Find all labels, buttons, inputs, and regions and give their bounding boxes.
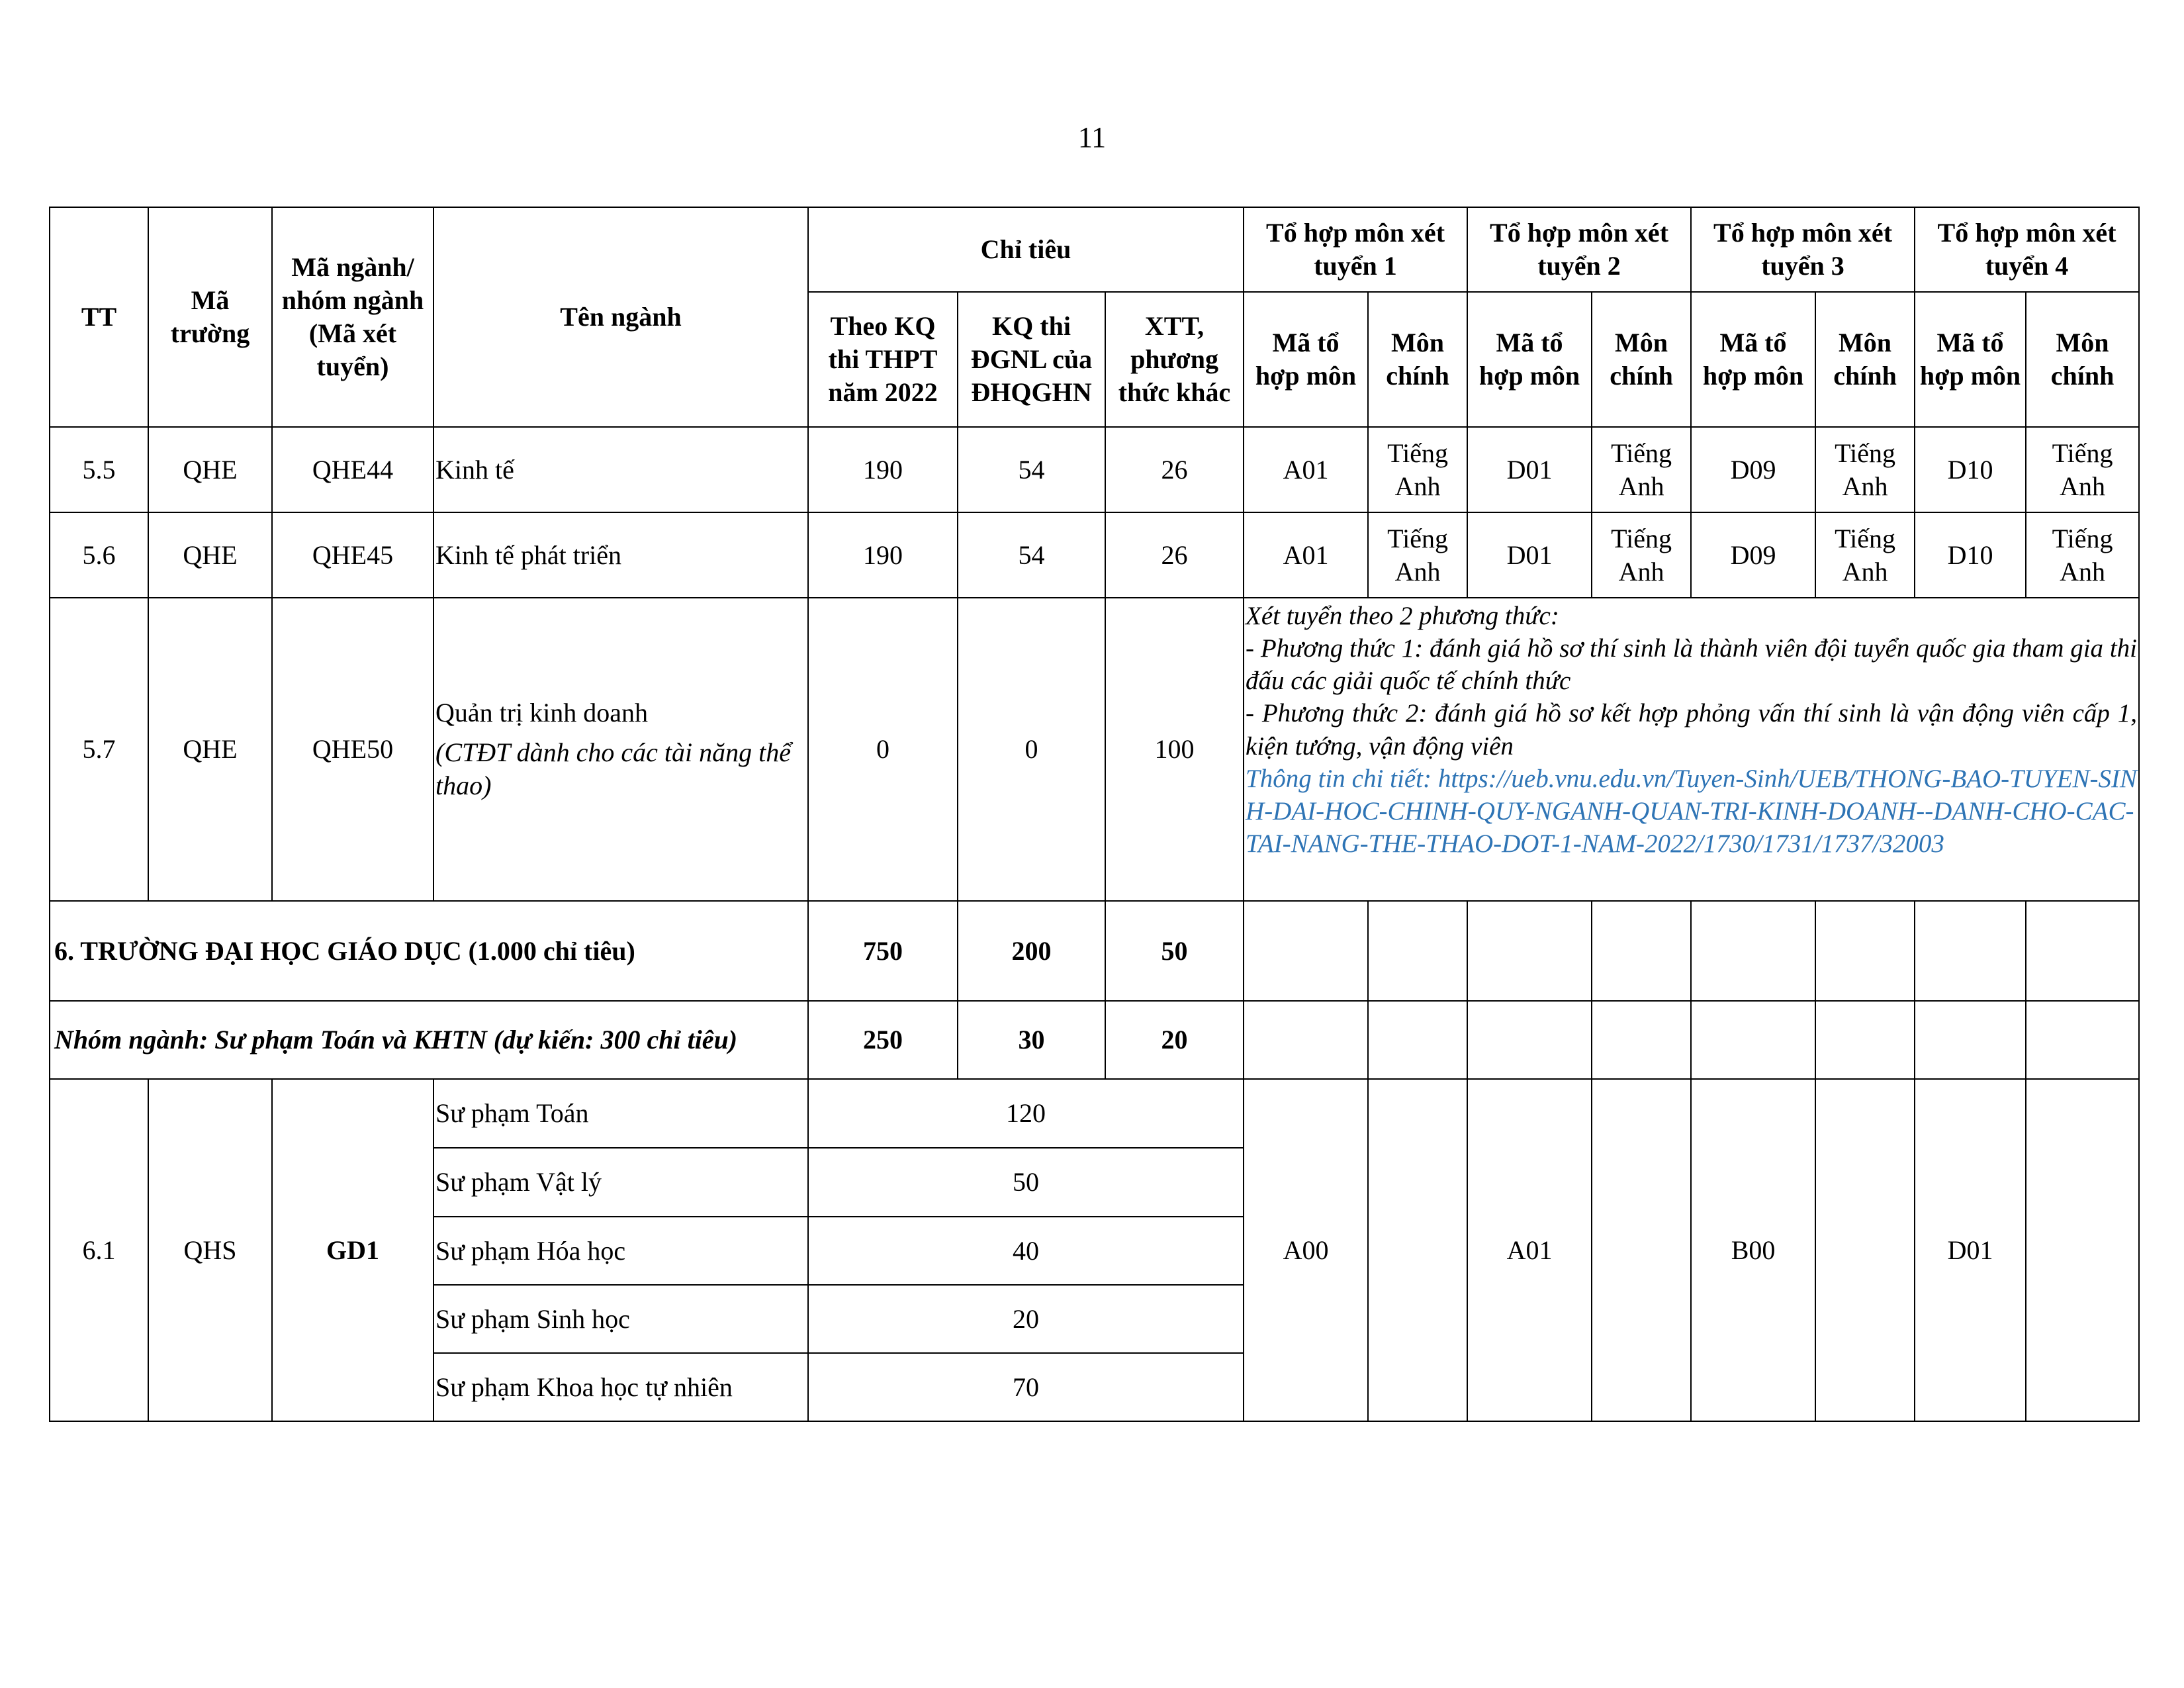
empty-cell — [1368, 901, 1467, 1001]
cell-tt: 6.1 — [50, 1079, 148, 1421]
table-row — [50, 598, 2139, 901]
cell-combo-code: A01 — [1467, 1079, 1592, 1421]
cell-combo-main: Tiếng Anh — [1815, 512, 1915, 598]
cell-ma-nganh: QHE50 — [272, 598, 433, 901]
cell-kq-dgnl: 200 — [958, 901, 1105, 1001]
cell-combo-main: Tiếng Anh — [1592, 512, 1691, 598]
cell-combo-code: A01 — [1244, 512, 1368, 598]
col-to-hop-2: Tổ hợp môn xét tuyển 2 — [1467, 207, 1691, 292]
cell-ma-truong: QHE — [148, 512, 272, 598]
cell-kq-dgnl: 54 — [958, 512, 1105, 598]
cell-combo-main — [1592, 1079, 1691, 1421]
col-to-hop-1: Tổ hợp môn xét tuyển 1 — [1244, 207, 1467, 292]
empty-cell — [2026, 1001, 2139, 1079]
col-ma-nganh-line1: Mã ngành/ — [291, 252, 414, 282]
cell-quota: 70 — [808, 1353, 1244, 1421]
cell-ma-nganh: QHE44 — [272, 427, 433, 512]
note-method-2: - Phương thức 2: đánh giá hồ sơ kết hợp phỏng vấn thí sinh là vận động viên cấp 1, kiện tướng, vận động viên — [1246, 699, 2138, 761]
empty-cell — [1691, 901, 1815, 1001]
empty-cell — [1815, 901, 1915, 1001]
cell-ma-nganh: GD1 — [272, 1079, 433, 1421]
cell-combo-code: B00 — [1691, 1079, 1815, 1421]
empty-cell — [1467, 1001, 1592, 1079]
cell-combo-code: D10 — [1915, 512, 2026, 598]
cell-ten-nganh: Sư phạm Sinh học — [433, 1285, 808, 1353]
cell-ma-truong: QHE — [148, 427, 272, 512]
col-tt: TT — [50, 207, 148, 427]
cell-combo-main: Tiếng Anh — [1592, 427, 1691, 512]
col-ma-nganh-line3: (Mã xét tuyển) — [308, 318, 397, 381]
cell-quota: 40 — [808, 1217, 1244, 1285]
cell-theo-kq: 250 — [808, 1001, 958, 1079]
cell-combo-main: Tiếng Anh — [2026, 427, 2139, 512]
empty-cell — [1592, 901, 1691, 1001]
col-ma-truong: Mã trường — [148, 207, 272, 427]
col-ma-to-hop-2: Mã tổ hợp môn — [1467, 292, 1592, 427]
cell-combo-main — [2026, 1079, 2139, 1421]
cell-combo-main: Tiếng Anh — [2026, 512, 2139, 598]
cell-combo-code: D01 — [1915, 1079, 2026, 1421]
col-ma-nganh — [272, 207, 433, 427]
cell-xtt: 20 — [1105, 1001, 1244, 1079]
cell-quota: 20 — [808, 1285, 1244, 1353]
col-ma-nganh-line2: nhóm ngành — [281, 285, 424, 315]
empty-cell — [1244, 901, 1368, 1001]
cell-combo-main: Tiếng Anh — [1368, 512, 1467, 598]
empty-cell — [1691, 1001, 1815, 1079]
cell-theo-kq: 190 — [808, 427, 958, 512]
empty-cell — [1244, 1001, 1368, 1079]
col-ma-to-hop-3: Mã tổ hợp môn — [1691, 292, 1815, 427]
col-to-hop-4: Tổ hợp môn xét tuyển 4 — [1915, 207, 2139, 292]
col-to-hop-3: Tổ hợp môn xét tuyển 3 — [1691, 207, 1915, 292]
school-title: 6. TRƯỜNG ĐẠI HỌC GIÁO DỤC (1.000 chỉ tiêu) — [50, 901, 808, 1001]
cell-combo-code: D09 — [1691, 427, 1815, 512]
note-title: Xét tuyển theo 2 phương thức: — [1246, 602, 1559, 630]
cell-xtt: 26 — [1105, 512, 1244, 598]
cell-quota: 50 — [808, 1148, 1244, 1217]
cell-kq-dgnl: 30 — [958, 1001, 1105, 1079]
cell-ten-nganh — [433, 598, 808, 901]
cell-ma-truong: QHE — [148, 598, 272, 901]
cell-combo-code: A01 — [1244, 427, 1368, 512]
col-ma-to-hop-1: Mã tổ hợp môn — [1244, 292, 1368, 427]
cell-ma-nganh: QHE45 — [272, 512, 433, 598]
details-link-url[interactable]: https://ueb.vnu.edu.vn/Tuyen-Sinh/UEB/THONG-BAO-TUYEN-SINH-DAI-HOC-CHINH-QUY-NGANH-QUAN-TRI-KINH-DOANH--DANH-CHO-CAC-TAI-NANG-THE-THAO-DOT-1-NAM-2022/1730/1731/1737/32003 — [1246, 764, 2138, 858]
col-mon-chinh-2: Môn chính — [1592, 292, 1691, 427]
cell-ma-truong: QHS — [148, 1079, 272, 1421]
cell-xtt: 26 — [1105, 427, 1244, 512]
table-row — [50, 427, 2139, 512]
ten-nganh-title: Quản trị kinh doanh — [435, 698, 649, 727]
group-title: Nhóm ngành: Sư phạm Toán và KHTN (dự kiến: 300 chỉ tiêu) — [50, 1001, 808, 1079]
empty-cell — [1592, 1001, 1691, 1079]
cell-combo-code: D09 — [1691, 512, 1815, 598]
details-link[interactable] — [1246, 763, 2137, 860]
cell-combo-main — [1815, 1079, 1915, 1421]
col-xtt: XTT, phương thức khác — [1105, 292, 1244, 427]
cell-ten-nganh: Sư phạm Hóa học — [433, 1217, 808, 1285]
ten-nganh-note: (CTĐT dành cho các tài năng thể thao) — [435, 737, 792, 800]
col-theo-kq: Theo KQ thi THPT năm 2022 — [808, 292, 958, 427]
cell-tt: 5.5 — [50, 427, 148, 512]
cell-ten-nganh: Kinh tế phát triển — [433, 512, 808, 598]
empty-cell — [1915, 1001, 2026, 1079]
cell-tt: 5.7 — [50, 598, 148, 901]
table-row — [50, 1079, 2139, 1148]
empty-cell — [1368, 1001, 1467, 1079]
col-mon-chinh-1: Môn chính — [1368, 292, 1467, 427]
empty-cell — [2026, 901, 2139, 1001]
header-row-1 — [50, 207, 2139, 292]
cell-theo-kq: 0 — [808, 598, 958, 901]
cell-combo-main: Tiếng Anh — [1815, 427, 1915, 512]
empty-cell — [1815, 1001, 1915, 1079]
cell-xtt: 100 — [1105, 598, 1244, 901]
empty-cell — [1467, 901, 1592, 1001]
cell-combo-code: D10 — [1915, 427, 2026, 512]
cell-theo-kq: 190 — [808, 512, 958, 598]
col-ten-nganh: Tên ngành — [433, 207, 808, 427]
cell-tt: 5.6 — [50, 512, 148, 598]
cell-combo-code: D01 — [1467, 427, 1592, 512]
admission-table — [49, 207, 2140, 1422]
note-method-1: - Phương thức 1: đánh giá hồ sơ thí sinh là thành viên đội tuyển quốc gia tham gia thi đấu các giải quốc tế chính thức — [1246, 634, 2138, 696]
cell-kq-dgnl: 54 — [958, 427, 1105, 512]
cell-kq-dgnl: 0 — [958, 598, 1105, 901]
cell-ten-nganh: Sư phạm Khoa học tự nhiên — [433, 1353, 808, 1421]
cell-ten-nganh: Sư phạm Vật lý — [433, 1148, 808, 1217]
col-kq-dgnl: KQ thi ĐGNL của ĐHQGHN — [958, 292, 1105, 427]
cell-combo-code: A00 — [1244, 1079, 1368, 1421]
details-link-label: Thông tin chi tiết: — [1246, 764, 1438, 793]
empty-cell — [1915, 901, 2026, 1001]
group-row — [50, 1001, 2139, 1079]
col-ma-to-hop-4: Mã tổ hợp môn — [1915, 292, 2026, 427]
table-row — [50, 512, 2139, 598]
col-mon-chinh-4: Môn chính — [2026, 292, 2139, 427]
page-number: 11 — [1077, 121, 1107, 154]
cell-ten-nganh: Kinh tế — [433, 427, 808, 512]
cell-ten-nganh: Sư phạm Toán — [433, 1079, 808, 1148]
cell-combo-main — [1368, 1079, 1467, 1421]
admission-note — [1244, 598, 2139, 901]
cell-combo-main: Tiếng Anh — [1368, 427, 1467, 512]
cell-theo-kq: 750 — [808, 901, 958, 1001]
cell-xtt: 50 — [1105, 901, 1244, 1001]
cell-combo-code: D01 — [1467, 512, 1592, 598]
cell-quota: 120 — [808, 1079, 1244, 1148]
col-mon-chinh-3: Môn chính — [1815, 292, 1915, 427]
col-chi-tieu: Chỉ tiêu — [808, 207, 1244, 292]
school-row — [50, 901, 2139, 1001]
